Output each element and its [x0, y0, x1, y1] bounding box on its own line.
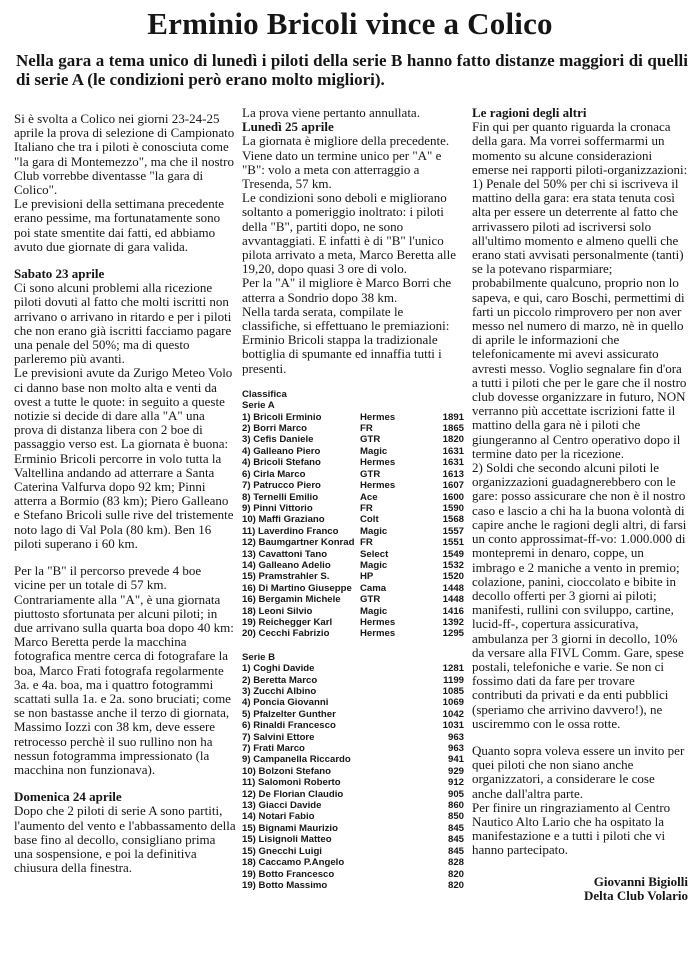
paragraph: 2) Soldi che secondo alcuni piloti le organizzazioni guadagnerebbero con le gare: posso assicurare che non è il nostro caso e lascio a chi ha la buona volontà di capire anche le ragioni degli altri, di farsi un conto approssimat-ff-vo: 1.000.000 di montepremi in denaro, coppe, un imbrago e 2 maniche a vento in premio; colazione, panini, cioccolato e bibite in decollo offerti per 3 giorni ai piloti; manifesti, rullini con sviluppo, cartine, lucid-ff-, copertura assicurativa, ambulanza per 3 giorni in decollo, 10% da versare alla FIVL Comm. Gare, spese postali, telefoniche e varie. Se non ci fossimo dati da fare per trovare contributi da privati e da enti pubblici (speriamo che arrivino davvero!), ne usciremmo con le ossa rotte.: [472, 460, 687, 731]
serie-b-team-cell: [360, 846, 420, 857]
serie-b-team-cell: [360, 686, 420, 697]
paragraph: 1) Penale del 50% per chi si iscriveva il mattino della gara: era stata tenuta così alta per essere un deterrente al fatto che arrivassero piloti ad iscriversi solo all'ultimo momento e almeno quelli che erano stati avvisati personalmente (tanti) se la potevano risparmiare; probabilmente qualcuno, proprio non lo sapeva, e qui, caro Boschi, permettimi di farti un piccolo rimprovero per non aver messo nel numero di marzo, nè in quello di aprile le informazioni che telefonicamente mi avevi assicurato avresti messo. Voglio segnalare fin d'ora a tutti i piloti che per le gare che il nostro club dovesse organizzare in futuro, NON verranno più accettate iscrizioni fatte il mattino della gara nè i piloti che giungeranno al Centro operativo dopo il termine dato per la ricezione.: [472, 176, 687, 461]
serie-a-name-cell: 13) Cavattoni Tano: [242, 548, 328, 560]
column-1: [14, 112, 236, 875]
section-heading: Sabato 23 aprile: [14, 266, 105, 282]
paragraph: Fin qui per quanto riguarda la cronaca della gara. Ma vorrei soffermarmi un momento su alcune considerazioni emerse nei rapporti piloti-organizzazioni:: [472, 119, 688, 177]
table-row: [242, 560, 464, 571]
serie-a-points-cell: 1448: [442, 582, 464, 594]
serie-a-team-cell: GTR: [360, 594, 381, 606]
table-row: [242, 480, 464, 491]
serie-b-points-cell: 1085: [442, 686, 464, 698]
section-heading: Lunedì 25 aprile: [242, 119, 334, 135]
serie-b-points-cell: 929: [447, 765, 464, 777]
table-row: [242, 457, 464, 468]
serie-b-team-cell: [360, 720, 420, 731]
serie-b-team-cell: [360, 800, 420, 811]
serie-b-team-cell: [360, 743, 420, 754]
serie-a-name-cell: 14) Galleano Adelio: [242, 559, 331, 571]
table-row: [242, 709, 464, 720]
serie-b-points-cell: 828: [447, 857, 464, 869]
serie-b-team-cell: [360, 880, 420, 891]
serie-b-points-cell: 1281: [442, 663, 464, 675]
table-row: [242, 412, 464, 423]
serie-b-name-cell: 13) Giacci Davide: [242, 800, 322, 812]
serie-a-team-cell: Magic: [360, 559, 388, 571]
serie-b-label: Serie B: [242, 651, 276, 663]
serie-a-points-cell: 1600: [442, 491, 464, 503]
serie-b-points-cell: 963: [447, 731, 464, 743]
serie-a-points-cell: 1520: [442, 571, 464, 583]
table-row: [242, 628, 464, 639]
table-row: [242, 663, 464, 674]
serie-b-points-cell: 912: [447, 777, 464, 789]
serie-a-points-cell: 1551: [442, 537, 464, 549]
table-row: [242, 789, 464, 800]
serie-a-team-cell: Ace: [360, 491, 378, 503]
paragraph: Per finire un ringraziamento al Centro Nautico Alto Lario che ha ospitato la manifestazione e a tutti i piloti che vi hanno partecipato.: [472, 799, 671, 858]
serie-b-name-cell: 12) De Florian Claudio: [242, 788, 344, 800]
serie-a-team-cell: GTR: [360, 434, 381, 446]
paragraph: Si è svolta a Colico nei giorni 23-24-25 aprile la prova di selezione di Campionato Italiano che tra i piloti è conosciuta come "la gara di Montemezzo", ma che il nostro Club vorrebbe diventasse "la gara di Colico".: [14, 111, 235, 198]
serie-a-name-cell: 6) Cirla Marco: [242, 468, 306, 480]
table-row: [242, 617, 464, 628]
table-row: [242, 754, 464, 765]
table-row: [242, 846, 464, 857]
table-row: [242, 583, 464, 594]
section-heading: Domenica 24 aprile: [14, 789, 122, 805]
table-row: [242, 594, 464, 605]
table-row: [242, 503, 464, 514]
serie-b-points-cell: 1031: [442, 720, 464, 732]
table-row: [242, 423, 464, 434]
serie-b-table: [242, 663, 464, 891]
table-row: [242, 743, 464, 754]
serie-b-points-cell: 1042: [442, 708, 464, 720]
serie-a-table: [242, 412, 464, 640]
serie-a-name-cell: 18) Leoni Silvio: [242, 605, 313, 617]
serie-a-points-cell: 1590: [442, 502, 464, 514]
table-row: [242, 514, 464, 525]
serie-a-team-cell: Cama: [360, 582, 387, 594]
paragraph: Per la "B" il percorso prevede 4 boe vicine per un totale di 57 km. Contrariamente alla "A", è una giornata piuttosto sfortunata per alcuni piloti; in due arrivano sulla quarta boa dopo 40 km: Marco Beretta perde la macchina fotografica mentre cerca di fotografare la boa, Marco Frati fotografa regolarmente 3a. e 4a. boa, ma i quattro fotogrammi scattati sulla 1a. e 2a. sono bruciati; come se non bastasse anche il terzo di giornata, Massimo Iozzi con 38 km, deve essere retrocesso perchè il suo rullino non ha nessun fotogramma impressionato (la macchina non funzionava).: [14, 563, 234, 777]
serie-a-points-cell: 1448: [442, 594, 464, 606]
serie-a-points-cell: 1631: [442, 445, 464, 457]
paragraph: Quanto sopra voleva essere un invito per quei piloti che non siano anche organizzatori, a considerare le cose anche dall'altra parte.: [472, 742, 685, 801]
table-row: [242, 800, 464, 811]
serie-a-team-cell: Hermes: [360, 411, 396, 423]
table-row: [242, 732, 464, 743]
serie-b-team-cell: [360, 697, 420, 708]
serie-a-team-cell: Hermes: [360, 457, 396, 469]
serie-a-name-cell: 4) Bricoli Stefano: [242, 457, 321, 469]
serie-a-points-cell: 1549: [442, 548, 464, 560]
table-row: [242, 686, 464, 697]
serie-b-team-cell: [360, 732, 420, 743]
table-row: [242, 571, 464, 582]
serie-a-name-cell: 2) Borri Marco: [242, 423, 308, 435]
serie-a-name-cell: 7) Patrucco Piero: [242, 480, 321, 492]
serie-b-name-cell: 1) Coghi Davide: [242, 663, 315, 675]
serie-b-name-cell: 4) Poncia Giovanni: [242, 697, 329, 709]
serie-a-team-cell: FR: [360, 423, 373, 435]
table-row: [242, 526, 464, 537]
serie-a-name-cell: 3) Cefis Daniele: [242, 434, 314, 446]
serie-b-name-cell: 19) Botto Francesco: [242, 868, 335, 880]
serie-a-points-cell: 1532: [442, 559, 464, 571]
serie-a-points-cell: 1557: [442, 525, 464, 537]
serie-b-team-cell: [360, 789, 420, 800]
serie-a-team-cell: Magic: [360, 525, 388, 537]
serie-a-name-cell: 16) Bergamin Michele: [242, 594, 341, 606]
table-row: [242, 869, 464, 880]
paragraph: Le previsioni avute da Zurigo Meteo Volo ci danno base non molto alta e venti da ovest a tutte le quote: in seguito a queste notizie si decide di dare alla "A" una prova di distanza libera con 2 boe di passaggio verso est. La giornata è buona: Erminio Bricoli percorre in volo tutta la Valtellina andando ad atterrare a Santa Caterina Valfurva dopo 92 km; Pinni atterra a Bormio (83 km); Piero Galleano e Stefano Bricoli sulle rive del tristemente noto lago di Val Pola (80 km). Ben 16 piloti superano i 60 km.: [14, 365, 234, 551]
article-title: Erminio Bricoli vince a Colico: [147, 6, 553, 41]
serie-b-team-cell: [360, 675, 420, 686]
serie-b-team-cell: [360, 709, 420, 720]
serie-b-name-cell: 19) Botto Massimo: [242, 879, 328, 891]
serie-a-name-cell: 20) Cecchi Fabrizio: [242, 628, 330, 640]
serie-a-team-cell: FR: [360, 502, 373, 514]
serie-b-name-cell: 6) Rinaldi Francesco: [242, 720, 336, 732]
paragraph: Ci sono alcuni problemi alla ricezione piloti dovuti al fatto che molti iscritti non arrivano o arrivano in ritardo e per i piloti che non erano già iscritti facciamo pagare una penale del 50%; ma di questo parleremo più avanti.: [14, 280, 232, 367]
serie-b-team-cell: [360, 823, 420, 834]
table-row: [242, 606, 464, 617]
serie-a-name-cell: 1) Bricoli Erminio: [242, 411, 322, 423]
serie-a-points-cell: 1295: [442, 628, 464, 640]
serie-b-name-cell: 15) Bignami Maurizio: [242, 822, 338, 834]
serie-a-team-cell: Colt: [360, 514, 379, 526]
serie-a-points-cell: 1416: [442, 605, 464, 617]
serie-a-points-cell: 1568: [442, 514, 464, 526]
author-name: Giovanni Bigiolli: [593, 873, 688, 889]
serie-b-points-cell: 845: [447, 845, 464, 857]
serie-b-points-cell: 845: [447, 822, 464, 834]
serie-b-team-cell: [360, 754, 420, 765]
table-row: [242, 834, 464, 845]
serie-b-points-cell: 905: [447, 788, 464, 800]
serie-b-points-cell: 845: [447, 834, 464, 846]
serie-b-name-cell: 3) Zucchi Albino: [242, 686, 317, 698]
serie-a-points-cell: 1891: [442, 411, 464, 423]
paragraph: Viene dato un termine unico per "A" e "B": volo a meta con atterraggio a Tresenda, 57 km.: [242, 147, 442, 192]
table-row: [242, 766, 464, 777]
serie-b-name-cell: 5) Pfalzelter Gunther: [242, 708, 336, 720]
serie-a-team-cell: Magic: [360, 605, 388, 617]
paragraph: Per la "A" il migliore è Marco Borri che atterra a Sondrio dopo 38 km.: [242, 275, 452, 305]
paragraph: La giornata è migliore della precedente.: [242, 133, 450, 149]
serie-a-name-cell: 12) Baumgartner Konrad: [242, 537, 355, 549]
serie-a-points-cell: 1631: [442, 457, 464, 469]
serie-b-name-cell: 7) Frati Marco: [242, 743, 305, 755]
serie-b-points-cell: 850: [447, 811, 464, 823]
serie-b-points-cell: 941: [447, 754, 464, 766]
serie-a-label: Serie A: [242, 400, 275, 412]
table-row: [242, 857, 464, 868]
serie-a-name-cell: 8) Ternelli Emilio: [242, 491, 319, 503]
serie-b-name-cell: 2) Beretta Marco: [242, 674, 318, 686]
serie-a-team-cell: Select: [360, 548, 389, 560]
serie-a-team-cell: Hermes: [360, 480, 396, 492]
serie-a-points-cell: 1607: [442, 480, 464, 492]
serie-a-points-cell: 1613: [442, 468, 464, 480]
serie-b-name-cell: 14) Notari Fabio: [242, 811, 315, 823]
serie-a-team-cell: GTR: [360, 468, 381, 480]
serie-b-points-cell: 963: [447, 743, 464, 755]
table-row: [242, 697, 464, 708]
serie-a-points-cell: 1865: [442, 423, 464, 435]
serie-b-team-cell: [360, 834, 420, 845]
paragraph: Nella tarda serata, compilate le classifiche, si effettuano le premiazioni: Erminio Bricoli stappa la tradizionale bottiglia di spumante ed innaffia tutti i presenti.: [242, 303, 450, 376]
paragraph: Le condizioni sono deboli e migliorano soltanto a pomeriggio inoltrato: i piloti della "B", partiti dopo, ne sono avvantaggiati. E infatti è di "B" l'unico pilota arrivato a meta, Marco Beretta alle 19,20, dopo quasi 3 ore di volo.: [242, 190, 457, 277]
table-row: [242, 880, 464, 891]
column-3: [472, 106, 688, 903]
table-row: [242, 777, 464, 788]
serie-a-team-cell: FR: [360, 537, 373, 549]
serie-b-name-cell: 18) Caccamo P.Angelo: [242, 857, 345, 869]
serie-a-team-cell: Magic: [360, 445, 388, 457]
serie-b-points-cell: 820: [447, 879, 464, 891]
serie-b-team-cell: [360, 766, 420, 777]
table-row: [242, 549, 464, 560]
serie-a-name-cell: 16) Di Martino Giuseppe: [242, 582, 352, 594]
serie-b-team-cell: [360, 663, 420, 674]
serie-b-points-cell: 860: [447, 800, 464, 812]
serie-b-points-cell: 820: [447, 868, 464, 880]
serie-b-team-cell: [360, 811, 420, 822]
author-club: Delta Club Volario: [583, 887, 688, 903]
table-row: [242, 811, 464, 822]
serie-b-name-cell: 11) Salomoni Roberto: [242, 777, 341, 789]
section-heading: Le ragioni degli altri: [472, 105, 587, 120]
serie-a-name-cell: 4) Galleano Piero: [242, 445, 321, 457]
serie-a-name-cell: 15) Pramstrahler S.: [242, 571, 330, 583]
paragraph: La prova viene pertanto annullata.: [242, 105, 420, 120]
table-row: [242, 469, 464, 480]
column-2: [242, 106, 464, 891]
serie-b-team-cell: [360, 857, 420, 868]
serie-a-name-cell: 10) Maffi Graziano: [242, 514, 325, 526]
serie-a-points-cell: 1820: [442, 434, 464, 446]
serie-b-points-cell: 1199: [443, 674, 464, 686]
serie-a-name-cell: 9) Pinni Vittorio: [242, 502, 313, 514]
serie-b-points-cell: 1069: [442, 697, 464, 709]
paragraph: Le previsioni della settimana precedente erano pessime, ma fortunatamente sono poi state smentite dai fatti, ed abbiamo avuto due giornate di gara valida.: [14, 196, 225, 254]
serie-b-name-cell: 7) Salvini Ettore: [242, 731, 315, 743]
serie-b-team-cell: [360, 777, 420, 788]
serie-b-name-cell: 15) Gnecchi Luigi: [242, 845, 322, 857]
table-row: [242, 434, 464, 445]
serie-a-team-cell: Hermes: [360, 628, 396, 640]
paragraph: Dopo che 2 piloti di serie A sono partiti, l'aumento del vento e l'abbassamento della base fino al decollo, consigliano prima una sospensione, e poi la definitiva chiusura della finestra.: [14, 803, 236, 876]
table-row: [242, 720, 464, 731]
serie-a-name-cell: 19) Reichegger Karl: [242, 616, 333, 628]
table-row: [242, 675, 464, 686]
serie-a-team-cell: Hermes: [360, 616, 396, 628]
serie-a-name-cell: 11) Laverdino Franco: [242, 525, 339, 537]
serie-b-name-cell: 9) Campanella Riccardo: [242, 754, 351, 766]
table-row: [242, 537, 464, 548]
serie-b-team-cell: [360, 869, 420, 880]
article-subtitle: Nella gara a tema unico di lunedì i piloti della serie B hanno fatto distanze maggiori di quelli di serie A (le condizioni però erano molto migliori).: [16, 51, 688, 89]
classifica-label: Classifica: [242, 388, 287, 400]
table-row: [242, 446, 464, 457]
serie-a-points-cell: 1392: [442, 616, 464, 628]
table-row: [242, 823, 464, 834]
serie-a-team-cell: HP: [360, 571, 374, 583]
serie-b-name-cell: 10) Bolzoni Stefano: [242, 765, 332, 777]
table-row: [242, 492, 464, 503]
serie-b-name-cell: 15) Lisignoli Matteo: [242, 834, 332, 846]
